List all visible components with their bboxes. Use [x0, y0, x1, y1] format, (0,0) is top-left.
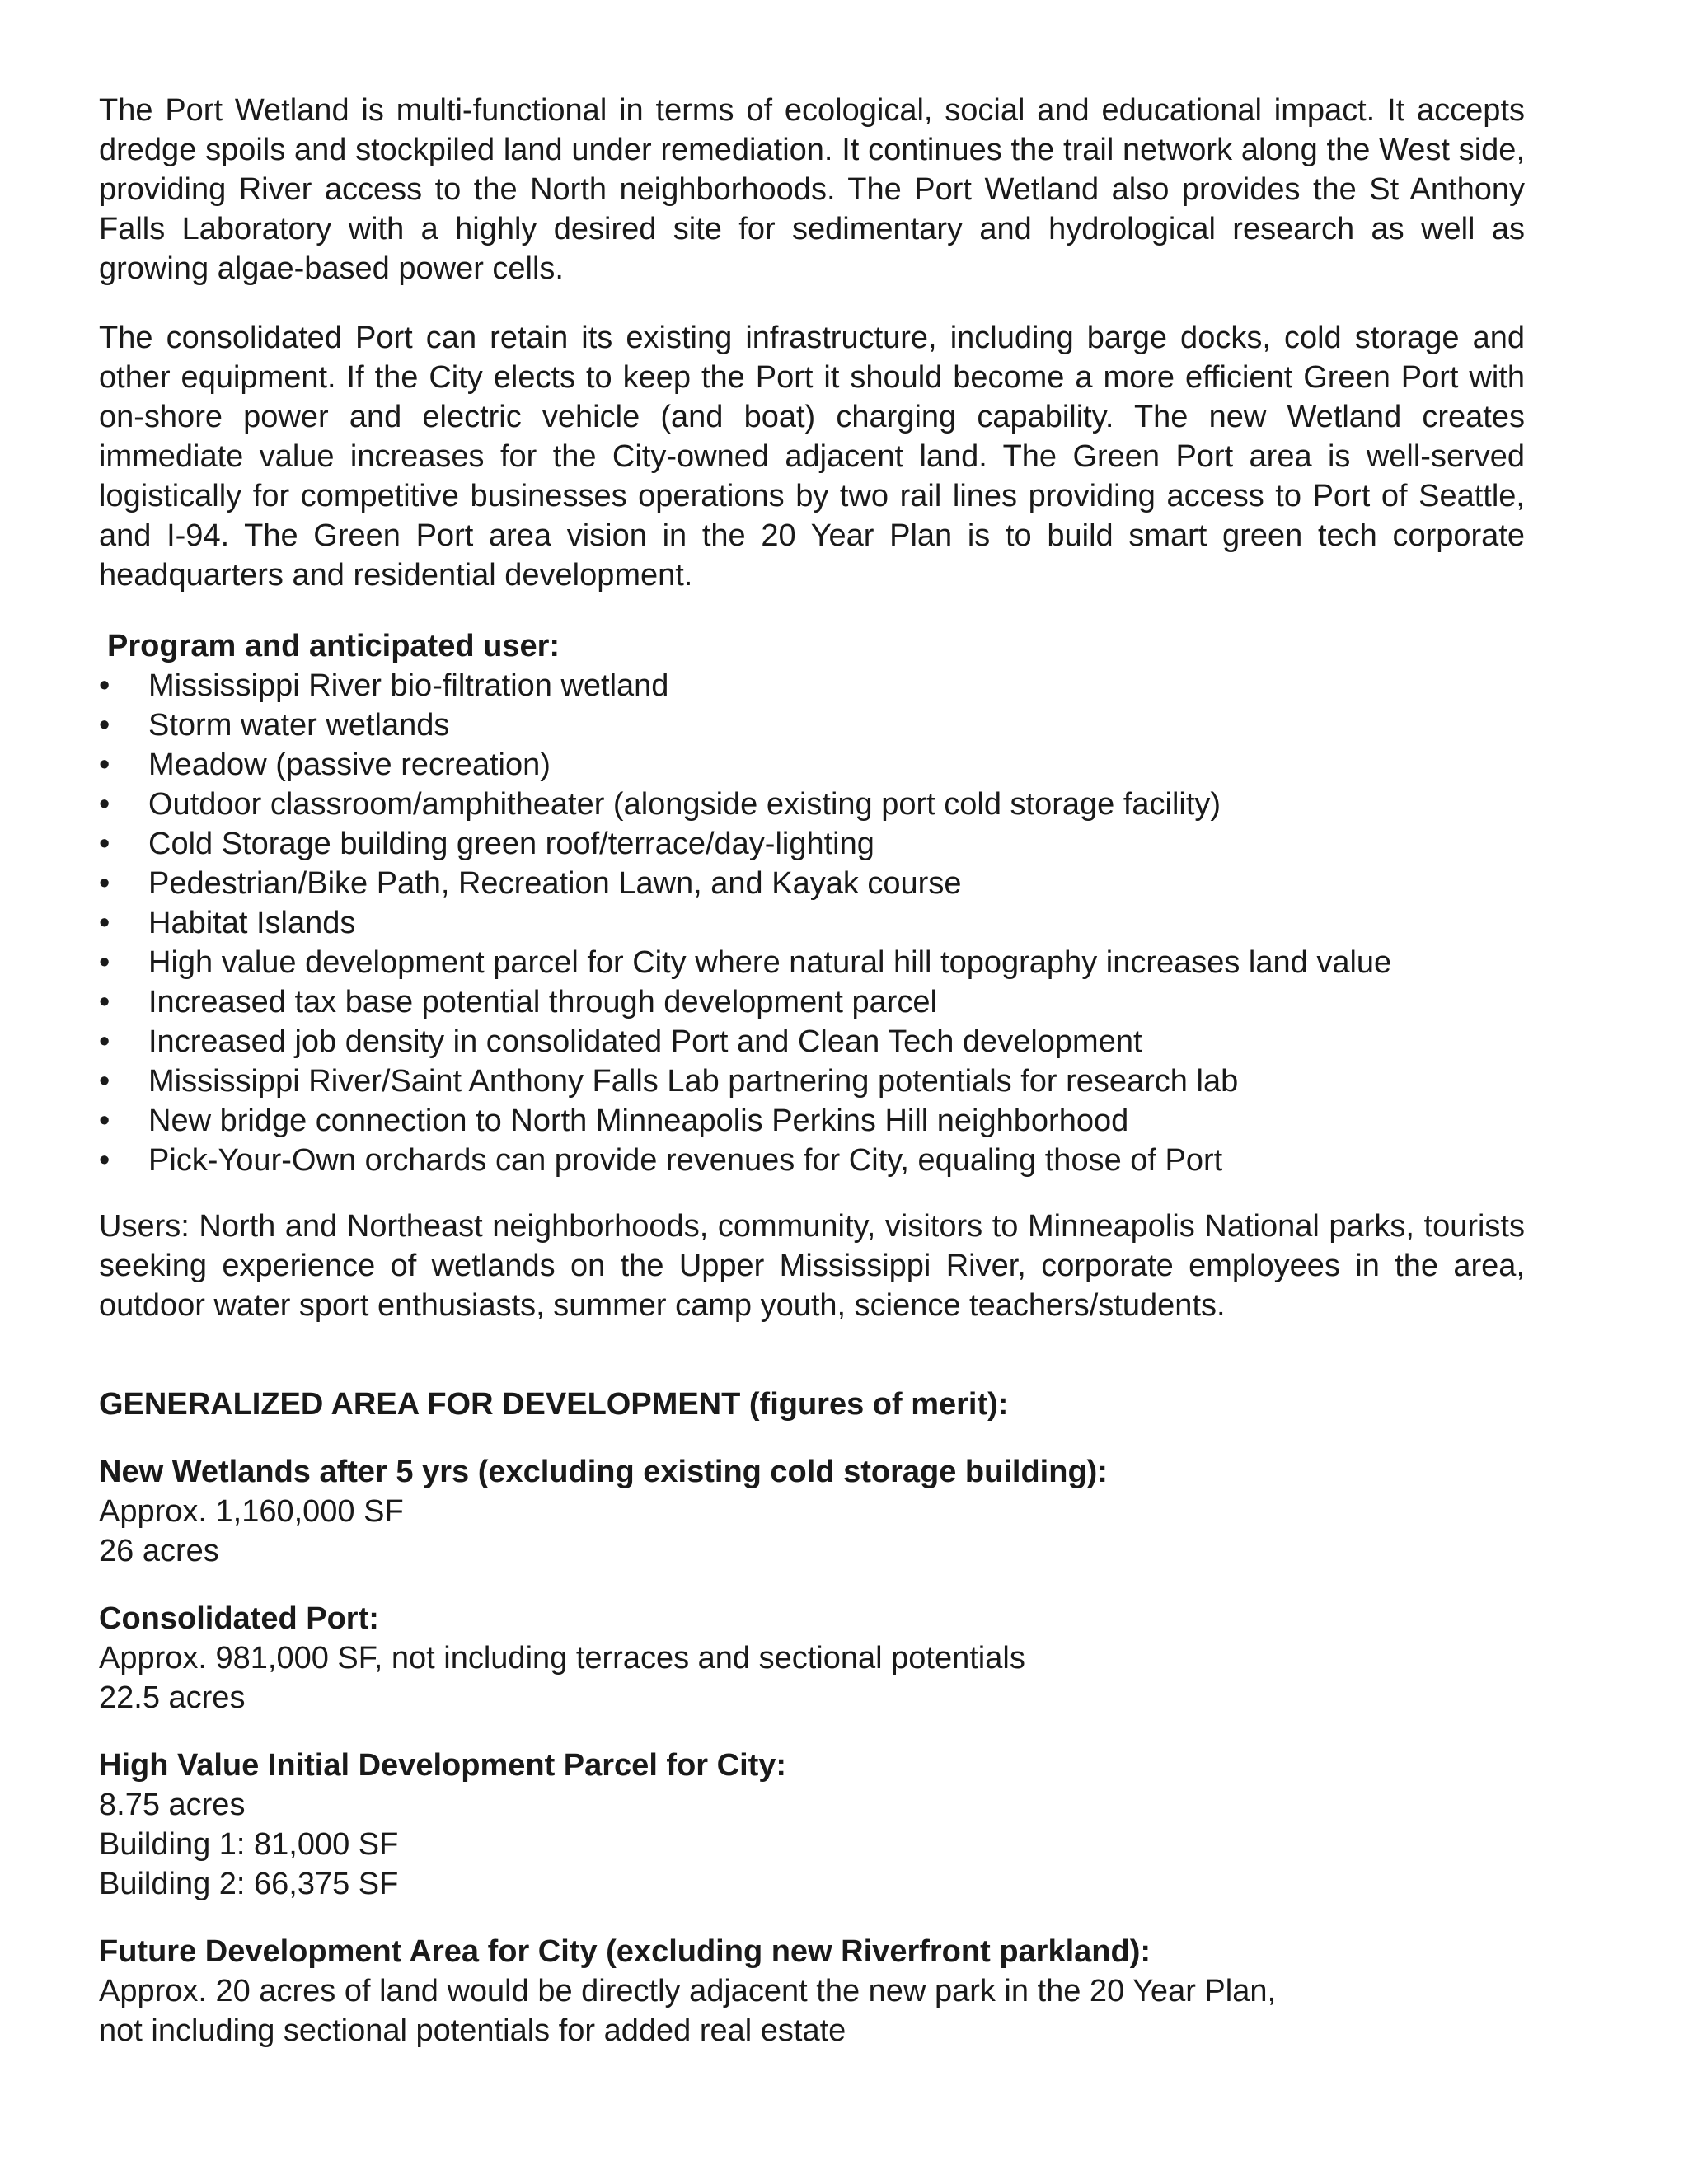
paragraph-port-wetland: The Port Wetland is multi-functional in terms of ecological, social and educational impact. It accepts dredge spoils and stockpiled land under remediation. It continues the trail network along the West side, providing River access to the North neighborhoods. The Port Wetland also provides the St Anthony Falls Laboratory with a highly desired site for sedimentary and hydrological research as well as growing algae-based power cells. [99, 93, 1525, 286]
port-block [99, 1599, 1525, 1718]
program-list [99, 666, 1525, 1180]
list-item [99, 705, 1525, 745]
list-item [99, 1101, 1525, 1141]
bullet-icon: • [99, 787, 110, 822]
list-item [99, 824, 1525, 864]
list-item [99, 864, 1525, 903]
bullet-icon: • [99, 748, 110, 782]
list-item [99, 903, 1525, 943]
list-item-text: Pick-Your-Own orchards can provide revenues for City, equaling those of Port [148, 1143, 1223, 1178]
list-item-text: Increased tax base potential through development parcel [148, 985, 937, 1019]
parcel-building-2: Building 2: 66,375 SF [99, 1867, 399, 1901]
document-body [99, 91, 1525, 2050]
paragraph-users: Users: North and Northeast neighborhoods, community, visitors to Minneapolis National parks, tourists seeking experience of wetlands on the Upper Mississippi River, corporate employees in the area, outdoor water sport enthusiasts, summer camp youth, science teachers/students. [99, 1209, 1525, 1323]
parcel-heading: High Value Initial Development Parcel for City: [99, 1748, 787, 1783]
port-acres: 22.5 acres [99, 1680, 246, 1715]
development-section-title: GENERALIZED AREA FOR DEVELOPMENT (figures of merit): [99, 1387, 1009, 1422]
bullet-icon: • [99, 1064, 110, 1099]
port-heading: Consolidated Port: [99, 1601, 379, 1636]
bullet-icon: • [99, 985, 110, 1019]
wetlands-acres: 26 acres [99, 1534, 219, 1568]
list-item [99, 1141, 1525, 1180]
list-item [99, 1062, 1525, 1101]
bullet-icon: • [99, 1104, 110, 1138]
list-item-text: Outdoor classroom/amphitheater (alongside existing port cold storage facility) [148, 787, 1221, 822]
wetlands-area: Approx. 1,160,000 SF [99, 1494, 404, 1529]
parcel-block [99, 1746, 1525, 1904]
parcel-acres: 8.75 acres [99, 1788, 246, 1822]
list-item-text: Cold Storage building green roof/terrace/day-lighting [148, 827, 874, 861]
list-item-text: Increased job density in consolidated Port and Clean Tech development [148, 1024, 1142, 1059]
list-item [99, 982, 1525, 1022]
list-item-text: Storm water wetlands [148, 708, 450, 743]
list-item-text: Meadow (passive recreation) [148, 748, 551, 782]
future-block [99, 1932, 1525, 2050]
port-area: Approx. 981,000 SF, not including terraces and sectional potentials [99, 1641, 1025, 1675]
bullet-icon: • [99, 1143, 110, 1178]
future-line-2: not including sectional potentials for added real estate [99, 2013, 846, 2048]
bullet-icon: • [99, 708, 110, 743]
list-item [99, 666, 1525, 705]
bullet-icon: • [99, 906, 110, 940]
bullet-icon: • [99, 945, 110, 980]
list-item-text: Mississippi River/Saint Anthony Falls Lab partnering potentials for research lab [148, 1064, 1239, 1099]
program-heading: Program and anticipated user: [107, 629, 560, 663]
list-item-text: New bridge connection to North Minneapolis Perkins Hill neighborhood [148, 1104, 1129, 1138]
bullet-icon: • [99, 1024, 110, 1059]
bullet-icon: • [99, 866, 110, 901]
future-heading: Future Development Area for City (excluding new Riverfront parkland): [99, 1934, 1151, 1969]
list-item-text: Mississippi River bio-filtration wetland [148, 668, 669, 703]
bullet-icon: • [99, 827, 110, 861]
wetlands-heading: New Wetlands after 5 yrs (excluding existing cold storage building): [99, 1455, 1108, 1489]
list-item [99, 785, 1525, 824]
list-item-text: High value development parcel for City where natural hill topography increases land value [148, 945, 1392, 980]
list-item [99, 745, 1525, 785]
list-item-text: Habitat Islands [148, 906, 356, 940]
list-item [99, 1022, 1525, 1062]
wetlands-block [99, 1452, 1525, 1571]
bullet-icon: • [99, 668, 110, 703]
parcel-building-1: Building 1: 81,000 SF [99, 1827, 399, 1862]
list-item [99, 943, 1525, 982]
future-line-1: Approx. 20 acres of land would be directly adjacent the new park in the 20 Year Plan, [99, 1974, 1277, 2008]
list-item-text: Pedestrian/Bike Path, Recreation Lawn, and Kayak course [148, 866, 962, 901]
paragraph-consolidated-port: The consolidated Port can retain its existing infrastructure, including barge docks, cold storage and other equipment. If the City elects to keep the Port it should become a more efficient Green Port with on-shore power and electric vehicle (and boat) charging capability. The new Wetland creates immediate value increases for the City-owned adjacent land. The Green Port area is well-served logistically for competitive businesses operations by two rail lines providing access to Port of Seattle, and I-94. The Green Port area vision in the 20 Year Plan is to build smart green tech corporate headquarters and residential development. [99, 321, 1525, 593]
